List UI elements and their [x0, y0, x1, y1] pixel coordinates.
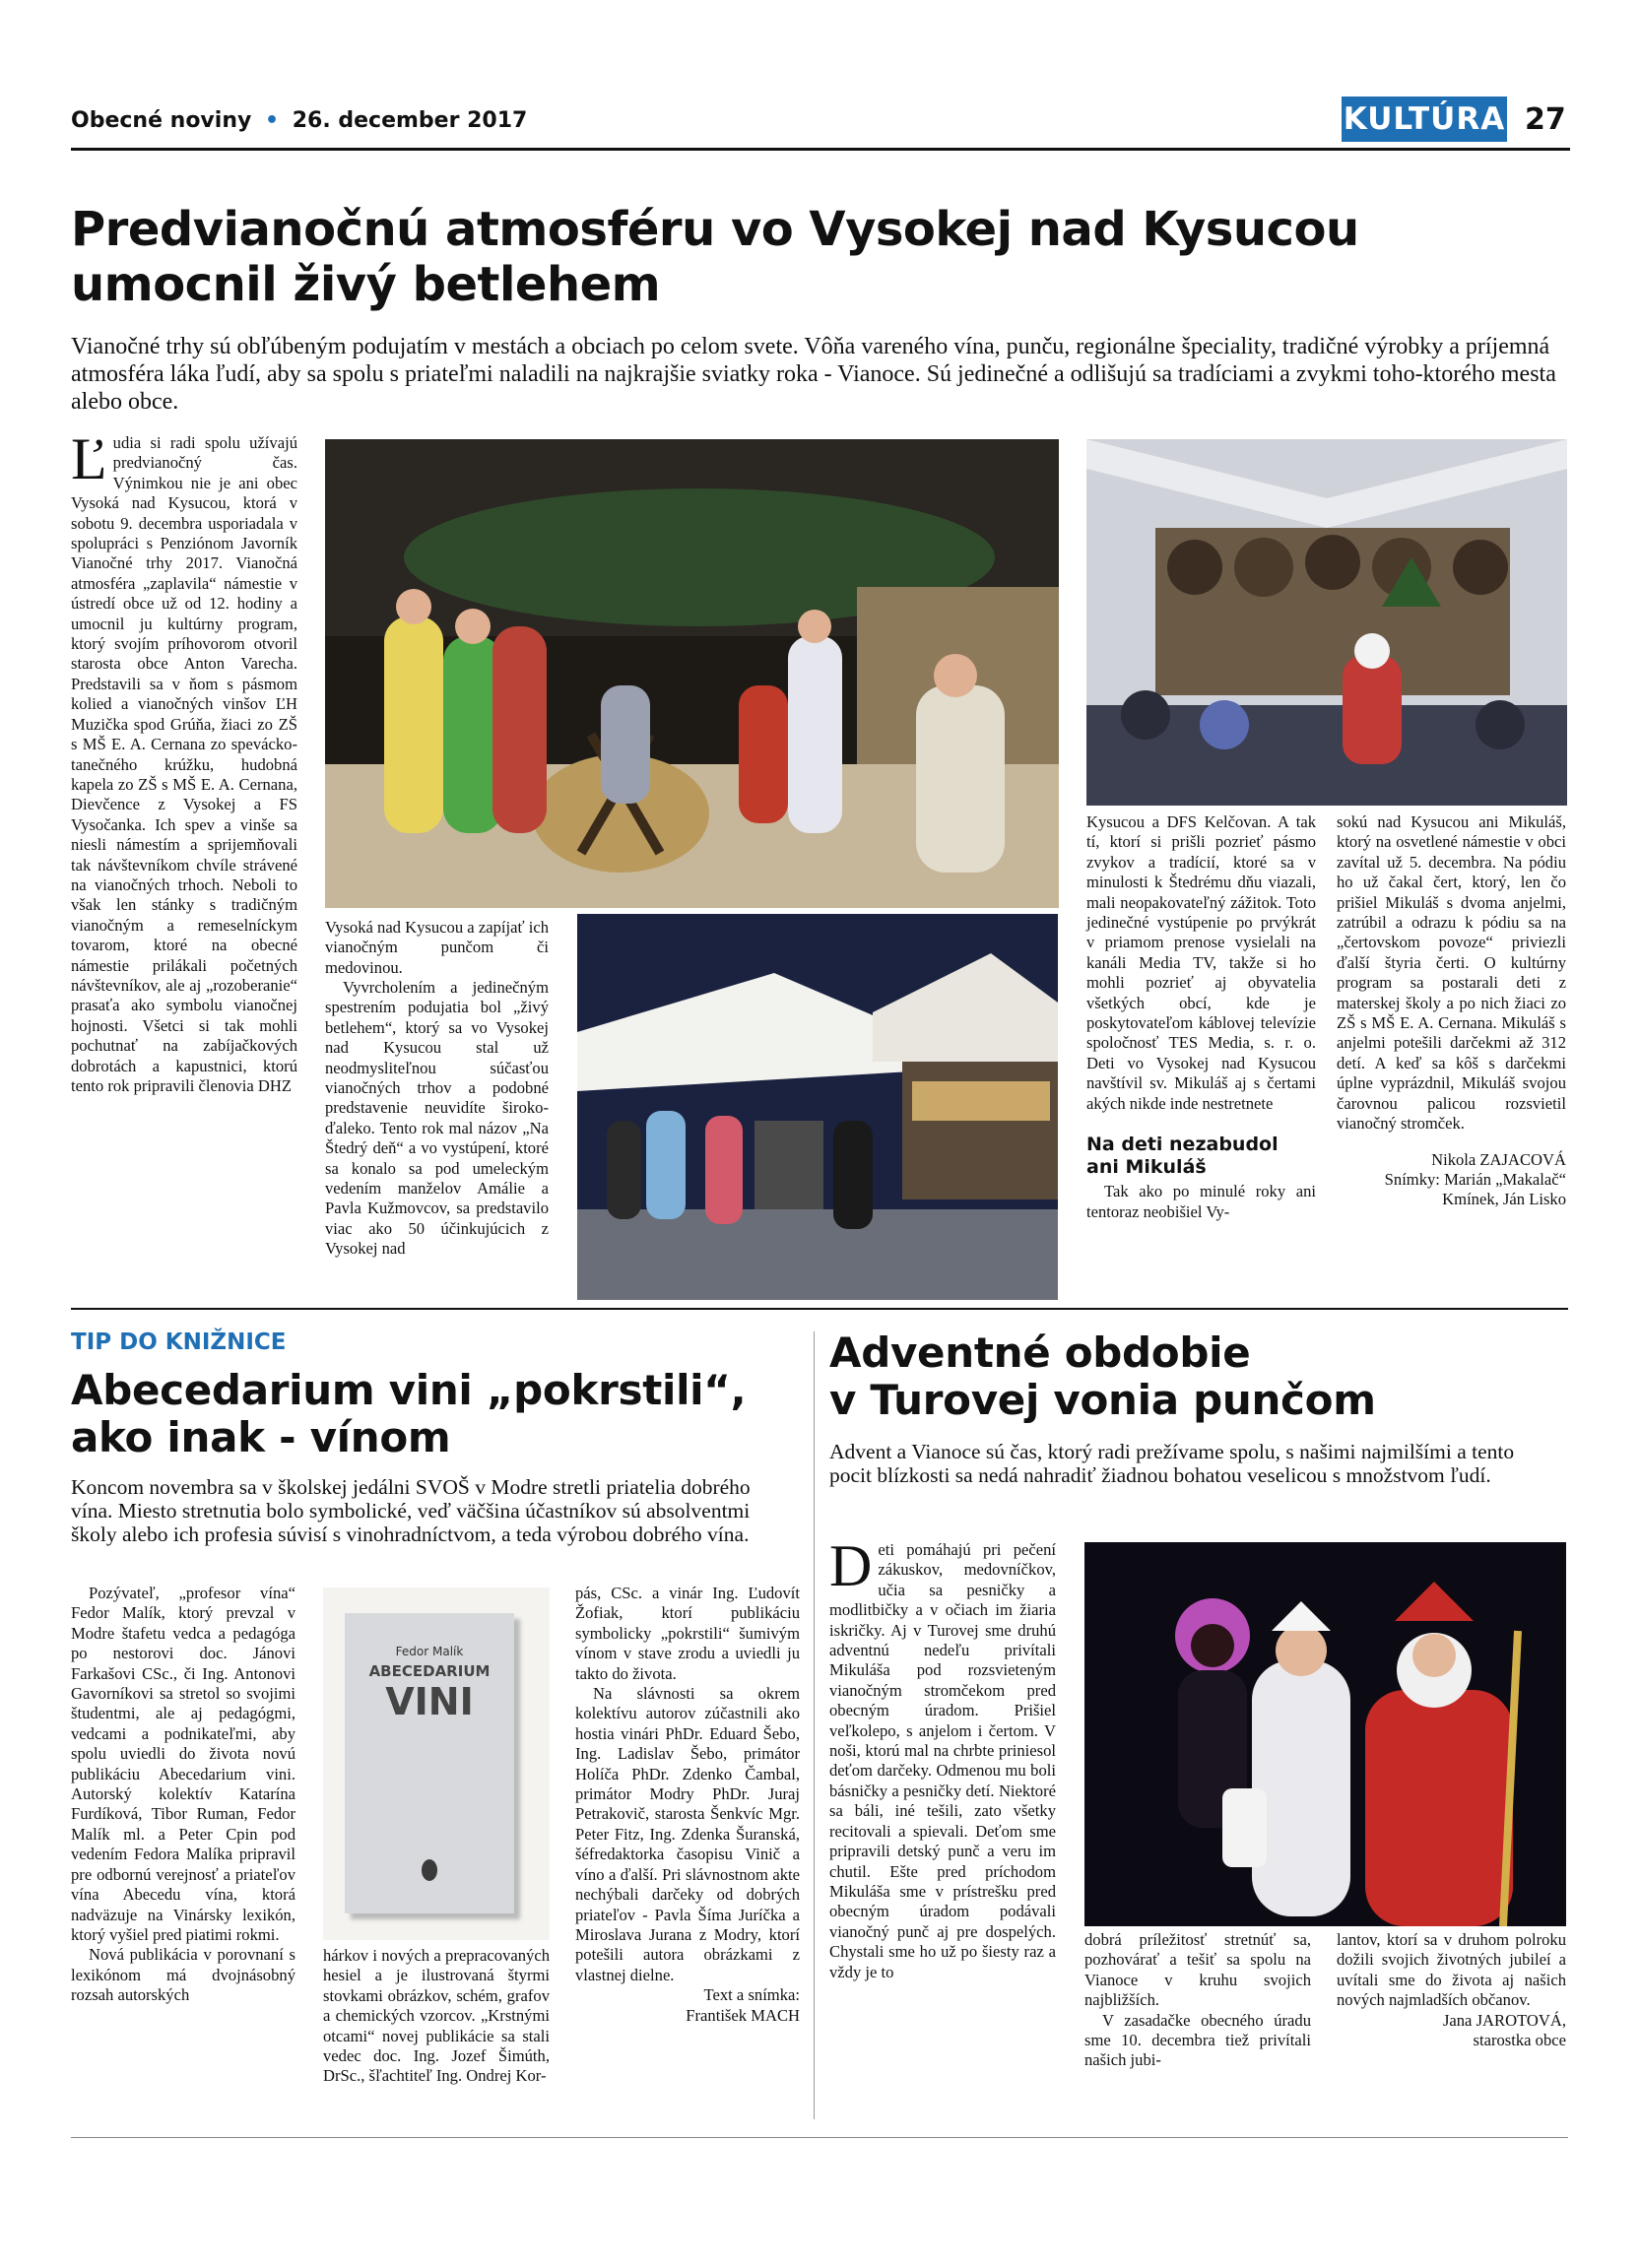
article1-col1	[71, 433, 297, 1300]
subhead-mikulas: Na deti nezabudol ani Mikuláš	[1086, 1134, 1279, 1179]
article2-title-line2: ako inak - vínom	[71, 1413, 451, 1461]
article1-col3-text: Kysucou a DFS Kelčovan. A tak tí, ktorí si prišli pozrieť pásmo zvykov a tradícií, ktoré sa v minulosti k Štedrému dňu viazali, mali neopakovateľný zážitok. Toto jedinečné vystúpenie po prvýkrát v priamom prenose vysielali na kanáli Media TV, takže si ho mohli pozrieť aj obyvatelia všetkých obcí, kde je poskytovateľom káblovej televízie spoločnosť TES Media, s. r. o. Deti vo Vysokej nad Kysucou navštívil sv. Mikuláš aj s čertami akých nikde inde nestretnete	[1086, 812, 1316, 1113]
article1-photo-credit: Snímky: Marián „Makalač“ Kmínek, Ján Lisko	[1384, 1169, 1566, 1209]
section-badge: KULTÚRA	[1342, 97, 1507, 142]
article2-title-line1: Abecedarium vini „pokrstili“,	[71, 1366, 747, 1414]
article2-col2-text: hárkov i nových a prepracovaných hesiel a je ilustrovaná štyrmi stovkami obrázkov, schém, grafov a chemických vzorcov. „Krstnými otcami“ novej publikácie sa stali vedec doc. Ing. Jozef Šimúth, DrSc., šľachtiteľ Ing. Ondrej Kor-	[323, 1946, 550, 2086]
kicker: TIP DO KNIŽNICE	[71, 1329, 287, 1355]
article1-title	[71, 202, 1359, 312]
article3-col1-text: eti pomáhajú pri pečení zákuskov, medovníčkov, učia sa pesničky a modlitbičky a v očiach im žiaria iskričky. Aj v Turovej sme druhú adventnú nedeľu privítali Mikuláša pod rozsvieteným vianočným stromčekom pred obecným úradom. Prišiel veľkolepo, s anjelom i čertom. V noši, ktorú mal na chrbte priniesol deťom darčeky. Odmenou mu boli básničky a pesničky detí. Niektoré sa báli, iné tešili, zato všetky recitovali a spievali. Deťom sme pripravili detský punč a veru im chutil. Ešte pred príchodom Mikuláša sme v prístrešku pred obecným úradom podávali vianočný punč aj pre dospelých. Chystali sme ho už po šiesty raz a vždy je to	[829, 1540, 1056, 1981]
article2-col3a-text: pás, CSc. a vinár Ing. Ľudovít Žofiak, ktorí publikáciu symbolicky „pokrstili“ šumivým vínom v stave zrodu a uviedli ju takto do života.	[575, 1584, 800, 1683]
paper-name: Obecné noviny	[71, 108, 252, 133]
footer-rule	[71, 2137, 1568, 2138]
article1-title-line1: Predvianočnú atmosféru vo Vysokej nad Kysucou	[71, 202, 1359, 257]
article3-col3-text: lantov, ktorí sa v druhom polroku dožili svojich životných jubileí a uvítali sme do života aj našich nových najmladších občanov.	[1337, 1930, 1566, 2010]
article2-col1	[71, 1584, 295, 2006]
article1-col2b-text: Vyvrcholením a jedinečným spestrením podujatia bol „živý betlehem“, ktorý sa vo Vysokej nad Kysucou stal už neodmysliteľnou súčasťou vianočných trhov a podobné predstavenie neuvidíte široko-ďaleko. Tento rok mal názov „Na Štedrý deň“ a vo vystúpení, ktoré sa konalo sa pod umeleckým vedením manželov Amálie a Pavla Kužmovcov, sa predstavilo viac ako 50 účinkujúcich z Vysokej nad	[325, 978, 549, 1259]
article1-col2a	[325, 918, 549, 978]
article3-col2b-text: V zasadačke obecného úradu sme 10. decembra tiež privítali našich jubi-	[1084, 2010, 1311, 2070]
article3-col2a-text: dobrá príležitosť stretnúť sa, pozhovárať a tešiť sa spolu na Vianoce v kruhu svojich najbližších.	[1084, 1930, 1311, 2010]
article2-col1b-text: Nová publikácia v porovnaní s lexikónom má dvojnásobný rozsah autorských	[71, 1945, 295, 2005]
article1-col2a-text: Vysoká nad Kysucou a zapíjať ich vianočným punčom či medovinou.	[325, 918, 549, 977]
article3-title-line1: Adventné obdobie	[829, 1328, 1251, 1377]
grape-icon	[422, 1859, 437, 1881]
article2-credit-label: Text a snímka:	[703, 1985, 800, 2005]
article1-col2b	[325, 978, 549, 1260]
page-number: 27	[1525, 102, 1566, 137]
article3-author: Jana JAROTOVÁ,	[1442, 2010, 1566, 2030]
dropcap-d: D	[829, 1533, 873, 1598]
article2-credit-name: František MACH	[686, 2005, 800, 2025]
photo-book	[323, 1588, 550, 1940]
bullet: •	[265, 108, 280, 133]
article3-role: starostka obce	[1473, 2031, 1566, 2050]
article1-col1-text: udia si radi spolu užívajú predvianočný čas. Výnimkou nie je ani obec Vysoká nad Kysucou, ktorá v sobotu 9. decembra usporiadala v spolupráci s Penziónom Javorník Vianočné trhy 2017. Vianočná atmosféra „zaplavila“ námestie v ústredí obce už od 12. hodiny a umocnil ju kultúrny program, ktorý svojím príhovorom otvoril starosta obce Anton Varecha. Predstavili sa v ňom s pásmom kolied a vianočných vinšov ĽH Muzička spod Grúňa, žiaci zo ZŠ s MŠ E. A. Cernana zo spevácko-tanečného krúžku, hudobná kapela zo ZŠ s MŠ E. A. Cernana, Dievčence z Vysokej a FS Vysočanka. Ich spev a vinše sa niesli námestím a sprijemňovali tak návštevníkom chvíle strávené na vianočných trhoch. Neboli to však len stánky s tradičným vianočným a remeselníckym tovarom, ktoré na obecné námestie prilákali početných návštevníkov, ale aj „rozoberanie“ prasaťa ako symbolu vianočnej hojnosti. Všetci si tak mohli pochutnať na zabíjačkových dobrotách a kapustnici, ktorú tento rok pripravili členovia DHZ	[71, 433, 297, 1095]
article3-col2	[1084, 1930, 1311, 2071]
article-divider	[71, 1308, 1568, 1310]
book-author: Fedor Malík	[395, 1645, 464, 1658]
article2-col3b-text: Na slávnosti sa okrem kolektívu autorov zúčastnili ako hostia vinári PhDr. Eduard Šebo, Ing. Ladislav Šebo, primátor Holíča PhDr. Zdenko Čambal, primátor Modry PhDr. Juraj Petrakovič, starosta Šenkvíc Mgr. Peter Fitz, Ing. Zdenka Šuranská, šéfredaktorka časopisu Vinič a víno a ďalší. Pri slávnostnom akte nechýbali darčeky od dobrých priateľov - Pavla Šíma Juríčka a Miroslava Jurana z Modry, ktorí potešili autora obrázkami z vlastnej dielne.	[575, 1684, 800, 1984]
article1-col4	[1337, 812, 1566, 1210]
article1-author: Nikola ZAJACOVÁ	[1431, 1149, 1566, 1169]
article2-lead: Koncom novembra sa v školskej jedálni SVOŠ v Modre stretli priatelia dobrého vína. Miesto stretnutia bolo symbolické, veď väčšina účastníkov sú absolventmi školy alebo ich profesia súvisí s vinohradníctvom, a teda výrobou dobrého vína.	[71, 1475, 751, 1546]
market-stalls-image	[577, 914, 1058, 1300]
book-title-1: ABECEDARIUM	[368, 1662, 491, 1680]
photo-nativity	[325, 439, 1059, 908]
header-rule	[71, 148, 1570, 151]
article3-title	[829, 1329, 1376, 1424]
photo-mikulas	[1084, 1542, 1566, 1926]
article2-col3	[575, 1584, 800, 2026]
devils-stage-image	[1086, 439, 1567, 806]
dropcap-l: Ľ	[71, 433, 107, 491]
masthead	[71, 108, 527, 133]
article1-col3	[1086, 812, 1316, 1222]
article1-title-line2: umocnil živý betlehem	[71, 257, 661, 312]
photo-market	[577, 914, 1058, 1300]
book-title-2: VINI	[385, 1680, 474, 1723]
article3-lead: Advent a Vianoce sú čas, ktorý radi prežívame spolu, s našimi najmilšími a tento pocit blízkosti sa nedá nahradiť žiadnou bohatou veselicou s množstvom ľudí.	[829, 1440, 1515, 1487]
article1-col4-text: sokú nad Kysucou ani Mikuláš, ktorý na osvetlené námestie v obci zavítal už 5. decembra. Na pódiu ho už čakal čert, ktorý, len čo prišiel Mikuláš s dvoma anjelmi, zatrúbil a odrazu k pódiu sa na „čertovskom povoze“ priviezli ďalší štyria čerti. O kultúrny program sa postarali deti z materskej školy a po nich žiaci zo ZŠ s MŠ E. A. Cernana. Mikuláš s anjelmi potešili darčekmi až 312 detí. A keď sa kôš s darčekmi úplne vyprázdnil, Mikuláš svojou čarovnou palicou rozsvietil vianočný stromček.	[1337, 812, 1566, 1134]
article1-col3b-text: Tak ako po minulé roky ani tentoraz neobišiel Vy-	[1086, 1182, 1316, 1221]
mikulas-angel-devil-image	[1084, 1542, 1566, 1926]
article2-col2	[323, 1946, 550, 2087]
article2-title	[71, 1367, 746, 1461]
article3-col3	[1337, 1930, 1566, 2050]
column-divider	[814, 1331, 815, 2119]
issue-date: 26. december 2017	[292, 108, 528, 133]
photo-devils	[1086, 439, 1567, 806]
article3-title-line2: v Turovej vonia punčom	[829, 1376, 1376, 1424]
book-cover	[345, 1613, 514, 1913]
article3-col1	[829, 1533, 1056, 1982]
article1-lead: Vianočné trhy sú obľúbeným podujatím v mestách a obciach po celom svete. Vôňa vareného vína, punču, regionálne špeciality, tradičné výrobky a príjemná atmosféra láka ľudí, aby sa spolu s priateľmi naladili na najkrajšie sviatky roka - Vianoce. Sú jedinečné a odlišujú sa tradíciami a zvykmi toho-ktorého mesta alebo obce.	[71, 334, 1556, 415]
article2-col1a-text: Pozývateľ, „profesor vína“ Fedor Malík, ktorý prevzal v Modre štafetu vedca a pedagóga po nestorovi doc. Jánovi Farkašovi CSc., či Ing. Antonovi Gavorníkovi sa stretol so svojimi študentmi, ale aj pedagógmi, vedcami a podnikateľmi, aby spolu uviedli do života novú publikáciu Abecedarium vini. Autorský kolektív Katarína Furdíková, Tibor Ruman, Fedor Malík ml. a Peter Cpin pod vedením Fedora Malíka pripravil pre odbornú verejnosť a priateľov vína Abecedu vína, ktorá nadväzuje na Vinársky lexikón, ktorý vyšiel pred piatimi rokmi.	[71, 1584, 295, 1944]
nativity-scene-image	[325, 439, 1059, 908]
